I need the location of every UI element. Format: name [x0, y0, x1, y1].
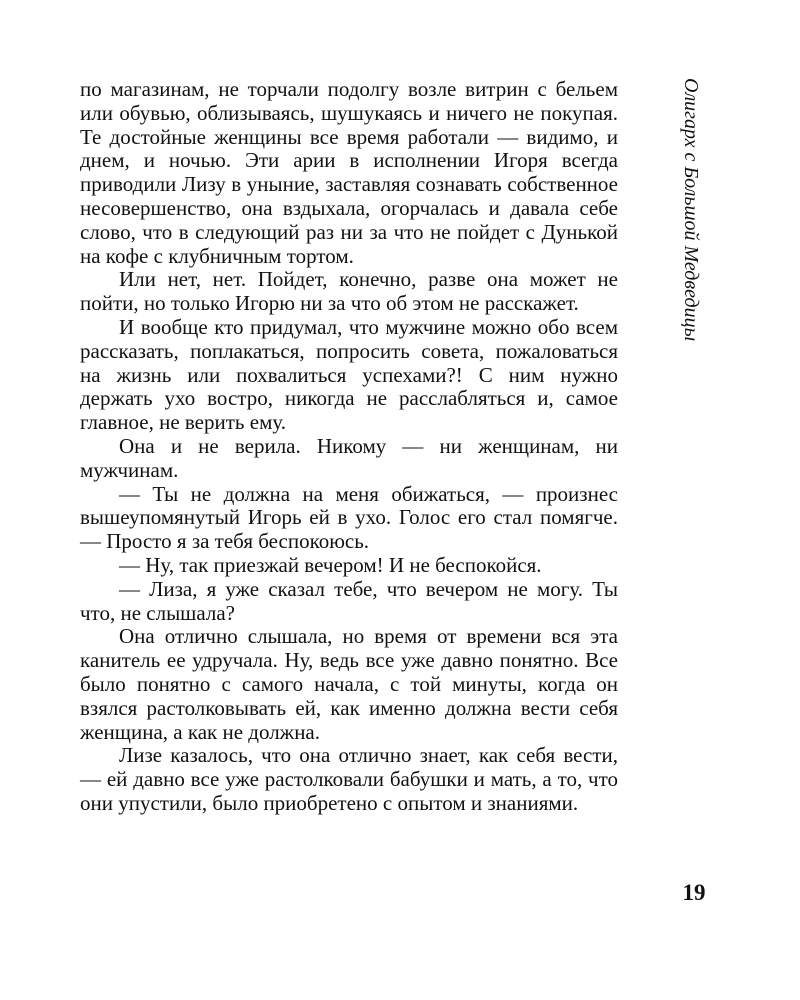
paragraph: Она отлично слышала, но время от времени вся эта канитель ее удручала. Ну, ведь все уже давно понятно. Все было понятно с самого начала, с той минуты, когда он взялся растолковывать ей, как именно должна вести себя женщина, а как не должна.: [80, 624, 618, 744]
paragraph: — Ты не должна на меня обижаться, — произнес вышеупомянутый Игорь ей в ухо. Голос его стал помягче. — Просто я за тебя беспокоюсь.: [80, 481, 618, 554]
paragraph: — Ну, так приезжай вечером! И не беспокойся.: [119, 552, 542, 577]
paragraph: Она и не верила. Никому — ни женщинам, ни мужчинам.: [80, 433, 618, 482]
paragraph: Лизе казалось, что она отлично знает, как себя вести, — ей давно все уже растолковали бабушки и мать, а то, что они упустили, было приобретено с опытом и знаниями.: [80, 743, 618, 815]
body-text: [80, 78, 618, 816]
paragraph: Или нет, нет. Пойдет, конечно, разве она может не пойти, но только Игорю ни за что об этом не расскажет.: [80, 267, 618, 316]
paragraph: по магазинам, не торчали подолгу возле витрин с бельем или обувью, облизываясь, шушукаясь и ничего не покупая. Те достойные женщины все время работали — видимо, и днем, и ночью. Эти арии в исполнении Игоря всегда приводили Лизу в уныние, заставляя сознавать собственное несовершенство, она вздыхала, огорчалась и давала себе слово, что в следующий раз ни за что не пойдет с Дунькой на кофе с клубничным тортом.: [80, 77, 618, 268]
paragraph: И вообще кто придумал, что мужчине можно обо всем рассказать, поплакаться, попросить совета, пожаловаться на жизнь или похвалиться успехами?! С ним нужно держать ухо востро, никогда не расслабляться и, самое главное, не верить ему.: [80, 314, 618, 435]
paragraph: — Лиза, я уже сказал тебе, что вечером не могу. Ты что, не слышала?: [80, 576, 618, 625]
running-head: Олигарх с Большой Медведицы: [680, 78, 702, 342]
page-number: 19: [682, 880, 706, 905]
